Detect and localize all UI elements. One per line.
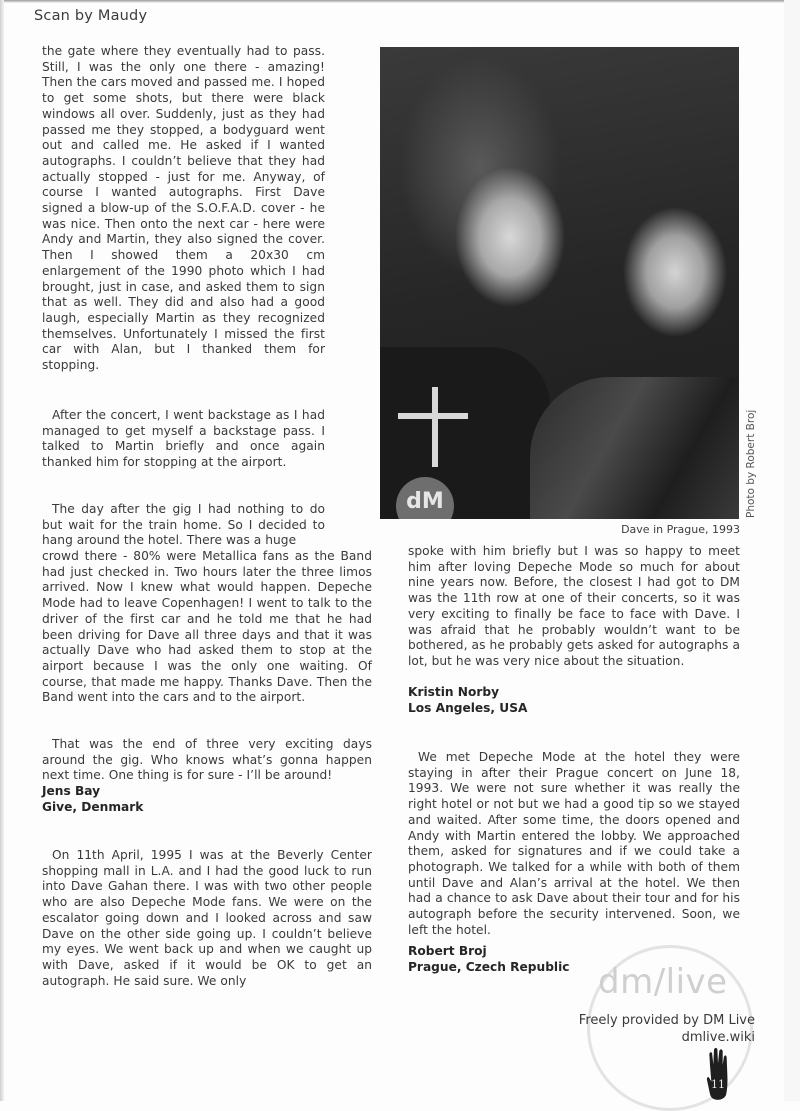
photo-credit: Photo by Robert Broj (745, 409, 757, 518)
author-location: Prague, Czech Republic (408, 959, 570, 974)
provided-by-url[interactable]: dmlive.wiki (681, 1030, 755, 1045)
author-signature (42, 784, 143, 815)
story-paragraph: On 11th April, 1995 I was at the Beverly Center shopping mall in L.A. and I had the good luck to run into Dave Gahan there. I was with two other people who are also Depeche Mode fans. We were on the escalator going down and I looked across and saw Dave on the other side going up. I couldn’t believe my eyes. We went back up and when we caught up with Dave, asked if it would be OK to get an autograph. He said sure. We only (42, 848, 372, 988)
photo-caption: Dave in Prague, 1993 (621, 523, 740, 536)
author-name: Jens Bay (42, 784, 101, 798)
story-paragraph: crowd there - 80% were Metallica fans as the Band had just checked in. Two hours later the three limos arrived. Now I knew what would happen. Depeche Mode had to leave Copenhagen! I went to talk to the driver of the first car and he told me that he had been driving for Dave all three days and that it was actually Dave who had asked them to stop at the airport because I was the only one waiting. Of course, that made me happy. Thanks Dave. Then the Band went into the cars and to the airport. (42, 549, 372, 705)
page-top-edge (0, 0, 800, 3)
author-location: Give, Denmark (42, 799, 144, 814)
shirt-logo: dM (396, 477, 454, 519)
hand-icon (706, 1046, 730, 1101)
cross-pendant-icon (398, 413, 468, 419)
story-paragraph: We met Depeche Mode at the hotel they were staying in after their Prague concert on June 18, 1993. We were not sure whether it was really the right hotel or not but we had a good tip so we stayed and waited. After some time, the doors opened and Andy with Martin entered the lobby. We approached them, asked for signatures and if we could take a photograph. We talked for a while with both of them until Dave and Alan’s arrival at the hotel. We then had a chance to ask Dave about their tour and for his autograph before the security intervened. Soon, we left the hotel. (408, 750, 740, 937)
author-signature (408, 685, 527, 716)
page-number: 11 (711, 1078, 725, 1091)
story-paragraph: spoke with him briefly but I was so happy to meet him after loving Depeche Mode so much for about nine years now. Before, the closest I had got to DM was the 11th row at one of their concerts, so it was very exciting to finally be face to face with Dave. I was afraid that he probably wouldn’t want to be bothered, as he probably gets asked for autographs a lot, but he was very nice about the situation. (408, 544, 740, 668)
photo-figure-right (530, 377, 739, 519)
story-paragraph: After the concert, I went backstage as I had managed to get myself a backstage pass. I talked to Martin briefly and once again thanked him for stopping at the airport. (42, 408, 325, 470)
story-paragraph: The day after the gig I had nothing to do but wait for the train home. So I decided to hang around the hotel. There was a huge (42, 502, 325, 548)
watermark-logo: dm/live (598, 962, 728, 1002)
page-right-edge (784, 0, 800, 1101)
cross-pendant-icon (432, 387, 438, 467)
story-paragraph: the gate where they eventually had to pass. Still, I was the only one there - amazing! Then the cars moved and passed me. I hoped to get some shots, but there were black windows all over. Suddenly, just as they had passed me they stopped, a bodyguard went out and called me. He asked if I wanted autographs. I couldn’t believe that they had actually stopped - just for me. Anyway, of course I wanted autographs. First Dave signed a blow-up of the S.O.F.A.D. cover - he was nice. Then onto the next car - here were Andy and Martin, they also signed the cover. Then I showed them a 20x30 cm enlargement of the 1990 photo which I had brought, just in case, and asked them to sign that as well. They did and also had a good laugh, especially Martin as they recognized themselves. Unfortunately I missed the first car with Alan, but I thanked them for stopping. (42, 44, 325, 373)
author-location: Los Angeles, USA (408, 700, 528, 715)
story-paragraph: That was the end of three very exciting days around the gig. Who knows what’s gonna happen next time. One thing is for sure - I’ll be around! (42, 737, 372, 783)
scan-credit: Scan by Maudy (34, 8, 148, 24)
photo-dave-in-prague (380, 47, 739, 519)
author-signature (408, 944, 570, 975)
author-name: Robert Broj (408, 944, 487, 958)
provided-by-text: Freely provided by DM Live (578, 1013, 755, 1028)
page-binding-shadow (0, 0, 4, 1101)
provided-by-note (540, 1012, 755, 1046)
author-name: Kristin Norby (408, 685, 500, 699)
